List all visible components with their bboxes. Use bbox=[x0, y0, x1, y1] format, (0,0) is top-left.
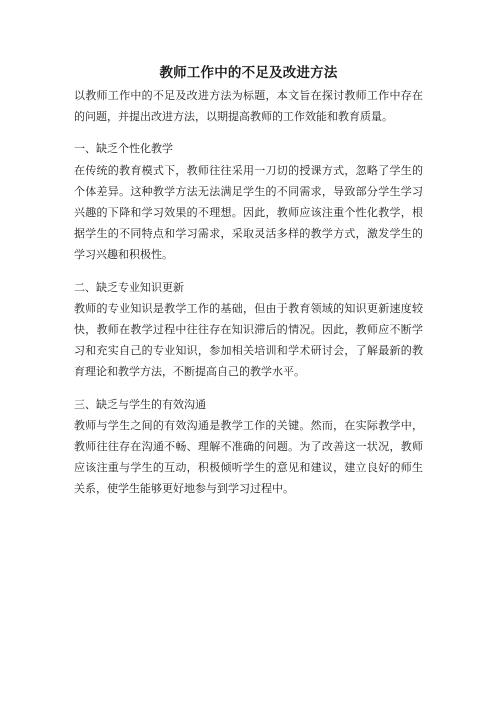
section-3-body: 教师与学生之间的有效沟通是教学工作的关键。然而，在实际教学中，教师往往存在沟通不畅、理解不准确的问题。为了改善这一状况，教师应该注重与学生的互动，积极倾听学生的意见和建议，建立良好的师生关系，使学生能够更好地参与到学习过程中。 bbox=[74, 418, 423, 496]
section-2-body: 教师的专业知识是教学工作的基础，但由于教育领域的知识更新速度较快，教师在教学过程中往往存在知识滞后的情况。因此，教师应不断学习和充实自己的专业知识，参加相关培训和学术研讨会，了解最新的教育理论和教学方法，不断提高自己的教学水平。 bbox=[74, 301, 423, 379]
section-3-heading: 三、缺乏与学生的有效沟通 bbox=[74, 397, 206, 411]
document-title: 教师工作中的不足及改进方法 bbox=[159, 65, 338, 81]
document-page bbox=[74, 62, 423, 500]
section-1-heading: 一、缺乏个性化教学 bbox=[74, 142, 173, 156]
section-2-heading: 二、缺乏专业知识更新 bbox=[74, 280, 184, 294]
section-1-body: 在传统的教育模式下，教师往往采用一刀切的授课方式，忽略了学生的个体差异。这种教学方法无法满足学生的不同需求，导致部分学生学习兴趣的下降和学习效果的不理想。因此，教师应该注重个性化教学，根据学生的不同特点和学习需求，采取灵活多样的教学方式，激发学生的学习兴趣和积极性。 bbox=[74, 163, 423, 262]
intro-paragraph: 以教师工作中的不足及改进方法为标题，本文旨在探讨教师工作中存在的问题，并提出改进方法，以期提高教师的工作效能和教育质量。 bbox=[74, 89, 423, 124]
